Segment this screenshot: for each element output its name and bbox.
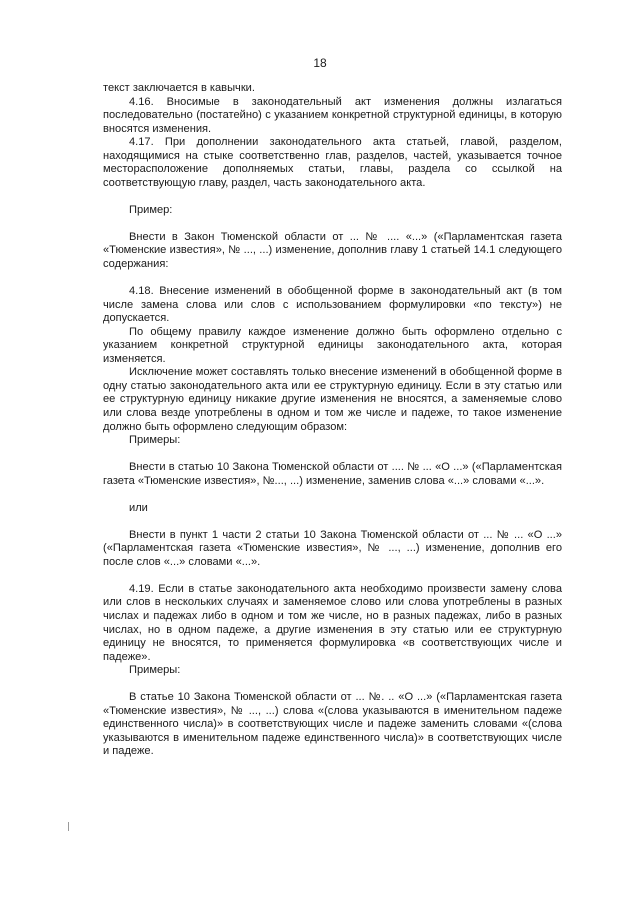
example-text-2: Внести в статью 10 Закона Тюменской области от .... № ... «О ...» («Парламентская газета «Тюменские известия», №..., ...) изменение, заменив слова «...» словами «...». [103,461,562,487]
examples-label-2: Примеры: [129,664,181,677]
document-body [103,82,562,759]
margin-mark [68,822,69,831]
page-number: 18 [313,56,327,70]
paragraph-4-19: 4.19. Если в статье законодательного акта необходимо произвести замену слова или слов в нескольких случаях и заменяемое слово или слова употреблены в разных числах и падежах либо в одном и том же числе, но в разных падежах, либо в разных числах, но в одном падеже, а другие изменения в эту статью или ее структурную единицу не вносятся, то применяется формулировка «в соответствующих числе и падеже». [103,582,562,663]
paragraph-4-17: 4.17. При дополнении законодательного акта статьей, главой, разделом, находящимися на стыке соответственно глав, разделов, частей, указывается точное месторасположение дополняемых статьи, главы, раздела со ссылкой на соответствующую главу, раздел, часть законодательного акта. [103,136,562,189]
or-separator: или [129,501,148,514]
example-label: Пример: [129,203,173,216]
paragraph-4-16: 4.16. Вносимые в законодательный акт изменения должны излагаться последовательно (постатейно) с указанием конкретной структурной единицы, в которую вносятся изменения. [103,95,562,135]
paragraph-exception: Исключение может составлять только внесение изменений в обобщенной форме в одну статью законодательного акта или ее структурную единицу. Если в эту статью или ее структурную единицу никакие другие изменения не вносятся, а заменяемые слово или слова везде употреблены в одном и том же числе и падеже, то такое изменение должно быть оформлено следующим образом: [103,366,562,433]
examples-label-1: Примеры: [129,434,181,447]
example-text-1: Внести в Закон Тюменской области от ... № .... «...» («Парламентская газета «Тюменские известия», № ..., ...) изменение, дополнив главу 1 статьей 14.1 следующего содержания: [103,230,562,271]
example-text-4: В статье 10 Закона Тюменской области от ... №. .. «О ...» («Парламентская газета «Тюменские известия», № ..., ...) слова «(слова указываются в именительном падеже единственного числа)» в соответствующих числе и падеже заменить словами «(слова указываются в именительном падеже единственного числа)» в соответствующих числе и падеже. [103,691,562,758]
example-text-3: Внести в пункт 1 части 2 статьи 10 Закона Тюменской области от ... № ... «О ...» («Парламентская газета «Тюменские известия», № ..., ...) изменение, дополнив его после слов «...» словами «...». [103,528,562,568]
paragraph-continuation: текст заключается в кавычки. [103,82,255,94]
paragraph-general-rule: По общему правилу каждое изменение должно быть оформлено отдельно с указанием конкретной структурной единицы законодательного акта, которая изменяется. [103,325,562,365]
paragraph-4-18: 4.18. Внесение изменений в обобщенной форме в законодательный акт (в том числе замена слова или слов с использованием формулировки «по тексту») не допускается. [103,285,562,325]
